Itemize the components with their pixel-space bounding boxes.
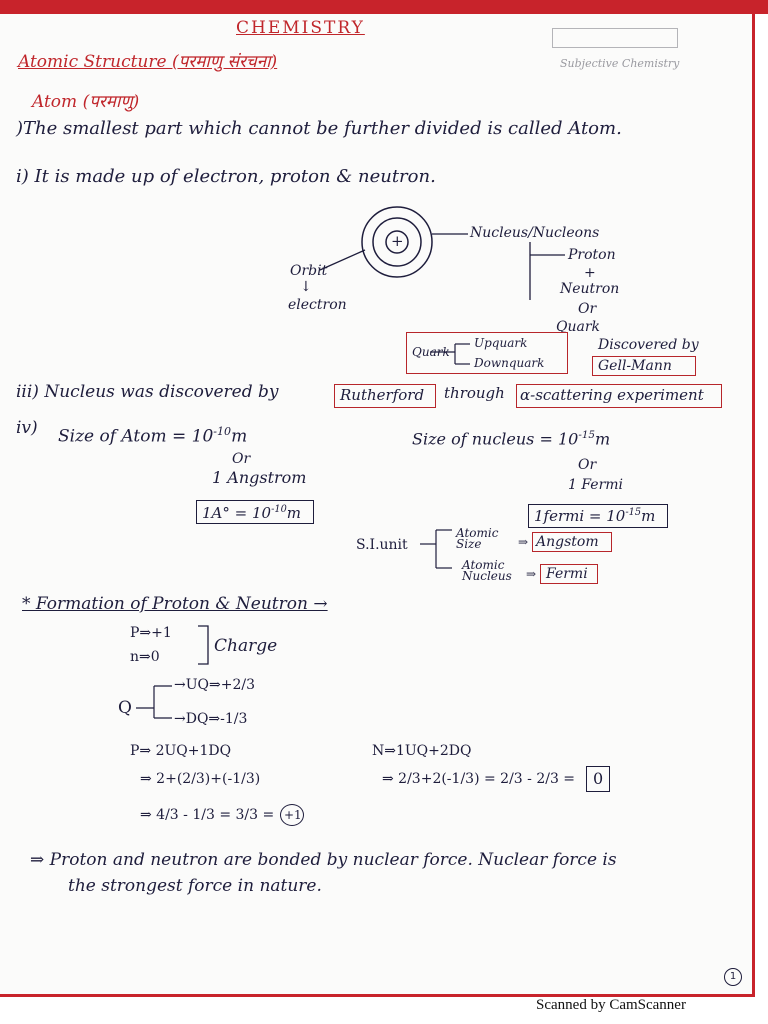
- gell-mann-label: Gell-Mann: [598, 358, 672, 374]
- down-quark-charge: →DQ⇒-1/3: [174, 711, 248, 727]
- fermi-box-unit: m: [641, 507, 656, 525]
- atomic-nucleus-arrow: ⇒: [526, 567, 537, 581]
- q-label: Q: [118, 698, 132, 718]
- electron-label: electron: [288, 297, 347, 313]
- rutherford-label: Rutherford: [340, 386, 425, 404]
- atomic-size-arrow: ⇒: [518, 535, 529, 549]
- nucleus-size-line: [412, 430, 610, 447]
- quark-box-label: Quark: [412, 345, 450, 359]
- page-number: 1: [724, 968, 742, 986]
- nucleus-size-text: Size of nucleus = 10: [412, 429, 579, 449]
- proton-result: +1: [284, 808, 302, 822]
- proton-charge: P⇒+1: [130, 625, 172, 641]
- angstrom-box-value: 1A° = 10: [202, 504, 272, 522]
- nucleus-size-exponent: -15: [578, 429, 596, 441]
- up-quark-charge: →UQ⇒+2/3: [174, 677, 255, 693]
- scanner-footer: Scanned by CamScanner: [536, 997, 686, 1013]
- plus-sign: +: [584, 265, 596, 281]
- angstrom-box-text: [202, 505, 301, 521]
- si-unit-label: S.I.unit: [356, 537, 408, 553]
- neutron-charge: n⇒0: [130, 649, 160, 665]
- atom-or: Or: [232, 451, 251, 467]
- atom-heading: Atom (परमाणु): [32, 92, 140, 112]
- conclusion-line-2: the strongest force in nature.: [68, 876, 322, 896]
- fermi-box-value: 1fermi = 10: [534, 507, 626, 525]
- atomic-size-label: Atomic Size: [456, 526, 499, 551]
- atom-size-unit: m: [231, 426, 248, 447]
- through-label: through: [444, 384, 505, 402]
- charge-label: Charge: [214, 636, 278, 656]
- angstrom-box-exponent: -10: [271, 504, 287, 515]
- or-label: Or: [578, 301, 597, 317]
- top-edge-strip: [0, 0, 768, 14]
- atom-size-exponent: -10: [213, 425, 232, 438]
- nucleus-or: Or: [578, 457, 597, 473]
- nucleus-discovery-line: iii) Nucleus was discovered by: [16, 382, 279, 402]
- upquark-label: Upquark: [474, 336, 528, 350]
- neutron-label: Neutron: [560, 281, 620, 297]
- composition-line: i) It is made up of electron, proton & neutron.: [16, 166, 436, 187]
- fermi-box-exponent: -15: [625, 507, 642, 518]
- experiment-label: α-scattering experiment: [520, 386, 704, 404]
- conclusion-line-1: ⇒ Proton and neutron are bonded by nuclear force. Nuclear force is: [30, 850, 617, 870]
- quark-label: Quark: [556, 319, 601, 335]
- formation-heading: * Formation of Proton & Neutron →: [22, 594, 328, 614]
- definition-line: )The smallest part which cannot be further divided is called Atom.: [16, 118, 622, 139]
- proton-equation-1: P⇒ 2UQ+1DQ: [130, 743, 232, 759]
- nucleus-symbol: +: [391, 232, 404, 250]
- atom-size-text: Size of Atom = 10: [58, 426, 214, 447]
- atom-size-line: [58, 426, 247, 446]
- orbit-arrow: ↓: [300, 279, 312, 295]
- angstom-label: Angstom: [536, 534, 599, 550]
- downquark-label: Downquark: [474, 356, 545, 370]
- neutron-equation-2: ⇒ 2/3+2(-1/3) = 2/3 - 2/3 =: [382, 771, 576, 787]
- fermi-label: 1 Fermi: [568, 477, 624, 493]
- neutron-result: 0: [593, 769, 604, 788]
- fermi-box-text: [534, 508, 655, 524]
- angstrom-label: 1 Angstrom: [212, 468, 307, 487]
- neutron-equation-1: N⇒1UQ+2DQ: [372, 743, 472, 759]
- proton-equation-2: ⇒ 2+(2/3)+(-1/3): [140, 771, 261, 787]
- orbit-label: Orbit: [290, 263, 328, 279]
- page-title: CHEMISTRY: [236, 18, 365, 38]
- nucleus-size-unit: m: [595, 429, 611, 449]
- proton-equation-3: ⇒ 4/3 - 1/3 = 3/3 =: [140, 807, 275, 823]
- point4-label: iv): [16, 418, 38, 438]
- proton-label: Proton: [568, 247, 616, 263]
- angstrom-box-unit: m: [286, 504, 302, 522]
- discovered-by-label: Discovered by: [598, 337, 699, 353]
- nucleus-label: Nucleus/Nucleons: [470, 225, 600, 241]
- topic-heading: Atomic Structure (परमाणु संरचना): [18, 52, 278, 72]
- fermi-unit-label: Fermi: [546, 566, 588, 582]
- pencil-note: Subjective Chemistry: [560, 57, 680, 70]
- atomic-nucleus-label: Atomic Nucleus: [462, 558, 512, 583]
